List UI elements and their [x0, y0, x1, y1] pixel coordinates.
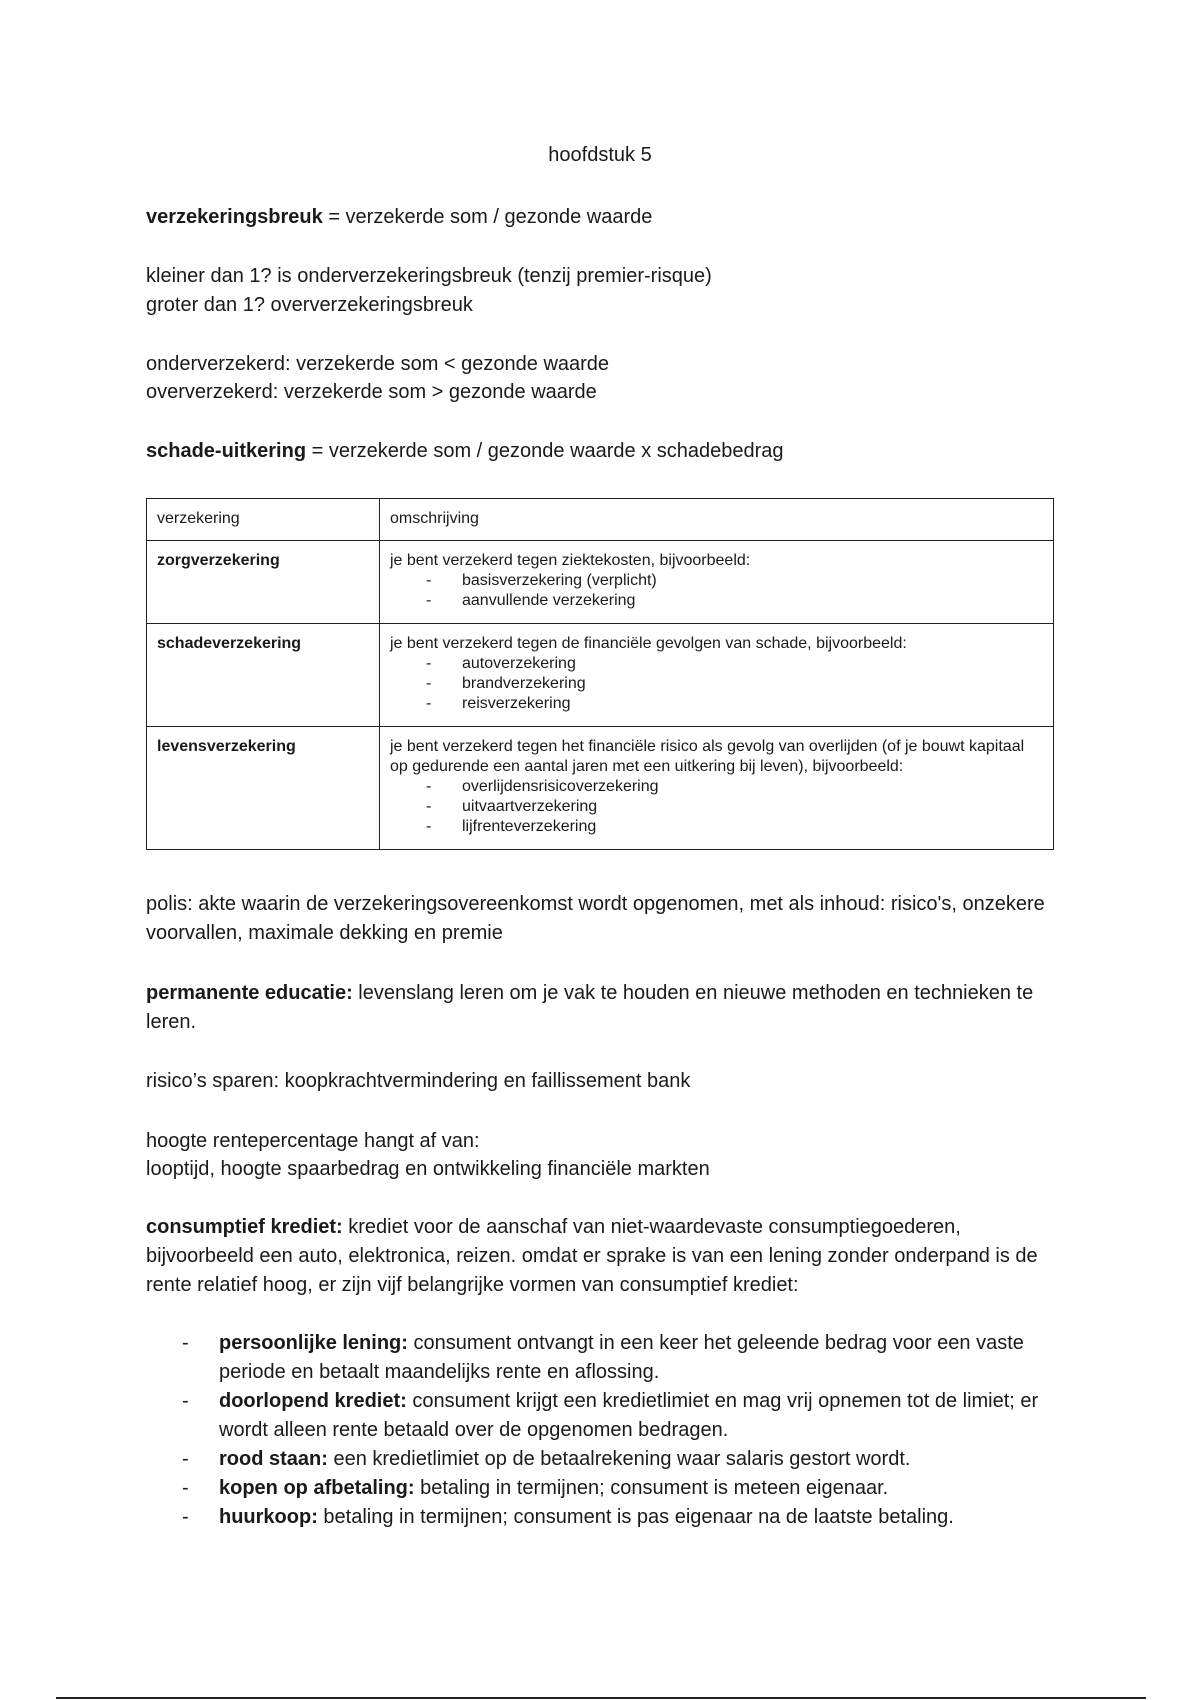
definition: krediet voor de aanschaf van niet-waardevaste consumptiegoederen, bijvoorbeeld een auto, elektronica, reizen. omdat er sprake is van een lening zonder onderpand is de rente relatief hoog, er zijn vijf belangrijke vormen van consumptief krediet: [146, 1216, 1038, 1296]
oververzekerd-line: oververzekerd: verzekerde som > gezonde waarde [146, 381, 597, 403]
list-item [146, 1445, 1076, 1474]
page-divider [56, 1697, 1146, 1699]
term: consumptief krediet: [146, 1216, 343, 1238]
insurance-table [146, 498, 1054, 850]
kleiner-line: kleiner dan 1? is onderverzekeringsbreuk (tenzij premier-risque) [146, 265, 712, 287]
definition: betaling in termijnen; consument is pas eigenaar na de laatste betaling. [317, 1506, 954, 1528]
krediet-paragraph [146, 1213, 1066, 1300]
insurance-name: zorgverzekering [157, 552, 280, 569]
term: schade-uitkering [146, 440, 307, 462]
header-cell: verzekering [147, 499, 380, 541]
insurance-name-cell [147, 624, 380, 727]
polis-paragraph: polis: akte waarin de verzekeringsovereenkomst wordt opgenomen, met als inhoud: risico's, onzekere voorvallen, maximale dekking en premie [146, 893, 1045, 944]
groter-line: groter dan 1? oververzekeringsbreuk [146, 294, 473, 316]
definition: levenslang leren om je vak te houden en nieuwe methoden en technieken te leren. [146, 982, 1034, 1033]
definition: consument ontvangt in een keer het geleende bedrag voor een vaste periode en betaalt maandelijks rente en aflossing. [219, 1332, 1024, 1383]
definition: = verzekerde som / gezonde waarde x schadebedrag [306, 440, 784, 462]
insurance-desc-cell [380, 541, 1054, 624]
insurance-desc: je bent verzekerd tegen de financiële gevolgen van schade, bijvoorbeeld: [390, 635, 907, 652]
list-item: - brandverzekering [390, 674, 1043, 694]
term: verzekeringsbreuk [146, 206, 323, 228]
insurance-desc-cell [380, 727, 1054, 850]
table-row [147, 727, 1054, 850]
insurance-name-cell [147, 541, 380, 624]
list-item [146, 1474, 1076, 1503]
verzekeringsbreuk-line [146, 203, 652, 231]
page-title: hoofdstuk 5 [548, 144, 652, 166]
schade-uitkering-line [146, 437, 784, 465]
list-item: - aanvullende verzekering [390, 591, 1043, 611]
rente-line-2: looptijd, hoogte spaarbedrag en ontwikkeling financiële markten [146, 1158, 710, 1180]
list-item [146, 1387, 1076, 1445]
definition: consument krijgt een kredietlimiet en mag vrij opnemen tot de limiet; er wordt alleen rente betaald over de opgenomen bedragen. [219, 1390, 1039, 1441]
term: rood staan: [219, 1448, 328, 1470]
krediet-vormen-list [146, 1329, 1076, 1532]
table-row [147, 624, 1054, 727]
definition: = verzekerde som / gezonde waarde [322, 206, 653, 228]
list-item: - reisverzekering [390, 694, 1043, 714]
insurance-desc-cell [380, 624, 1054, 727]
example-list [390, 654, 1043, 714]
list-item: - lijfrenteverzekering [390, 817, 1043, 837]
list-item [146, 1329, 1076, 1387]
insurance-name: levensverzekering [157, 738, 296, 755]
insurance-name: schadeverzekering [157, 635, 302, 652]
definition: betaling in termijnen; consument is meteen eigenaar. [414, 1477, 889, 1499]
header-cell: omschrijving [380, 499, 1054, 541]
table-header-row [147, 499, 1054, 541]
list-item: - autoverzekering [390, 654, 1043, 674]
example-list [390, 571, 1043, 611]
table-row [147, 541, 1054, 624]
insurance-desc: je bent verzekerd tegen het financiële risico als gevolg van overlijden (of je bouwt kapitaal op gedurende een aantal jaren met een uitkering bij leven), bijvoorbeeld: [390, 738, 1025, 775]
rente-line-1: hoogte rentepercentage hangt af van: [146, 1130, 480, 1152]
term: huurkoop: [219, 1506, 318, 1528]
sparen-line: risico’s sparen: koopkrachtvermindering en faillissement bank [146, 1070, 691, 1092]
example-list [390, 777, 1043, 837]
onderverzekerd-line: onderverzekerd: verzekerde som < gezonde waarde [146, 353, 610, 375]
definition: een kredietlimiet op de betaalrekening waar salaris gestort wordt. [327, 1448, 911, 1470]
term: kopen op afbetaling: [219, 1477, 415, 1499]
term: permanente educatie: [146, 982, 353, 1004]
list-item: - uitvaartverzekering [390, 797, 1043, 817]
list-item [146, 1503, 1076, 1532]
educatie-paragraph [146, 979, 1066, 1037]
insurance-name-cell [147, 727, 380, 850]
insurance-desc: je bent verzekerd tegen ziektekosten, bijvoorbeeld: [390, 552, 751, 569]
list-item: - basisverzekering (verplicht) [390, 571, 1043, 591]
list-item: - overlijdensrisicoverzekering [390, 777, 1043, 797]
term: doorlopend krediet: [219, 1390, 407, 1412]
term: persoonlijke lening: [219, 1332, 408, 1354]
